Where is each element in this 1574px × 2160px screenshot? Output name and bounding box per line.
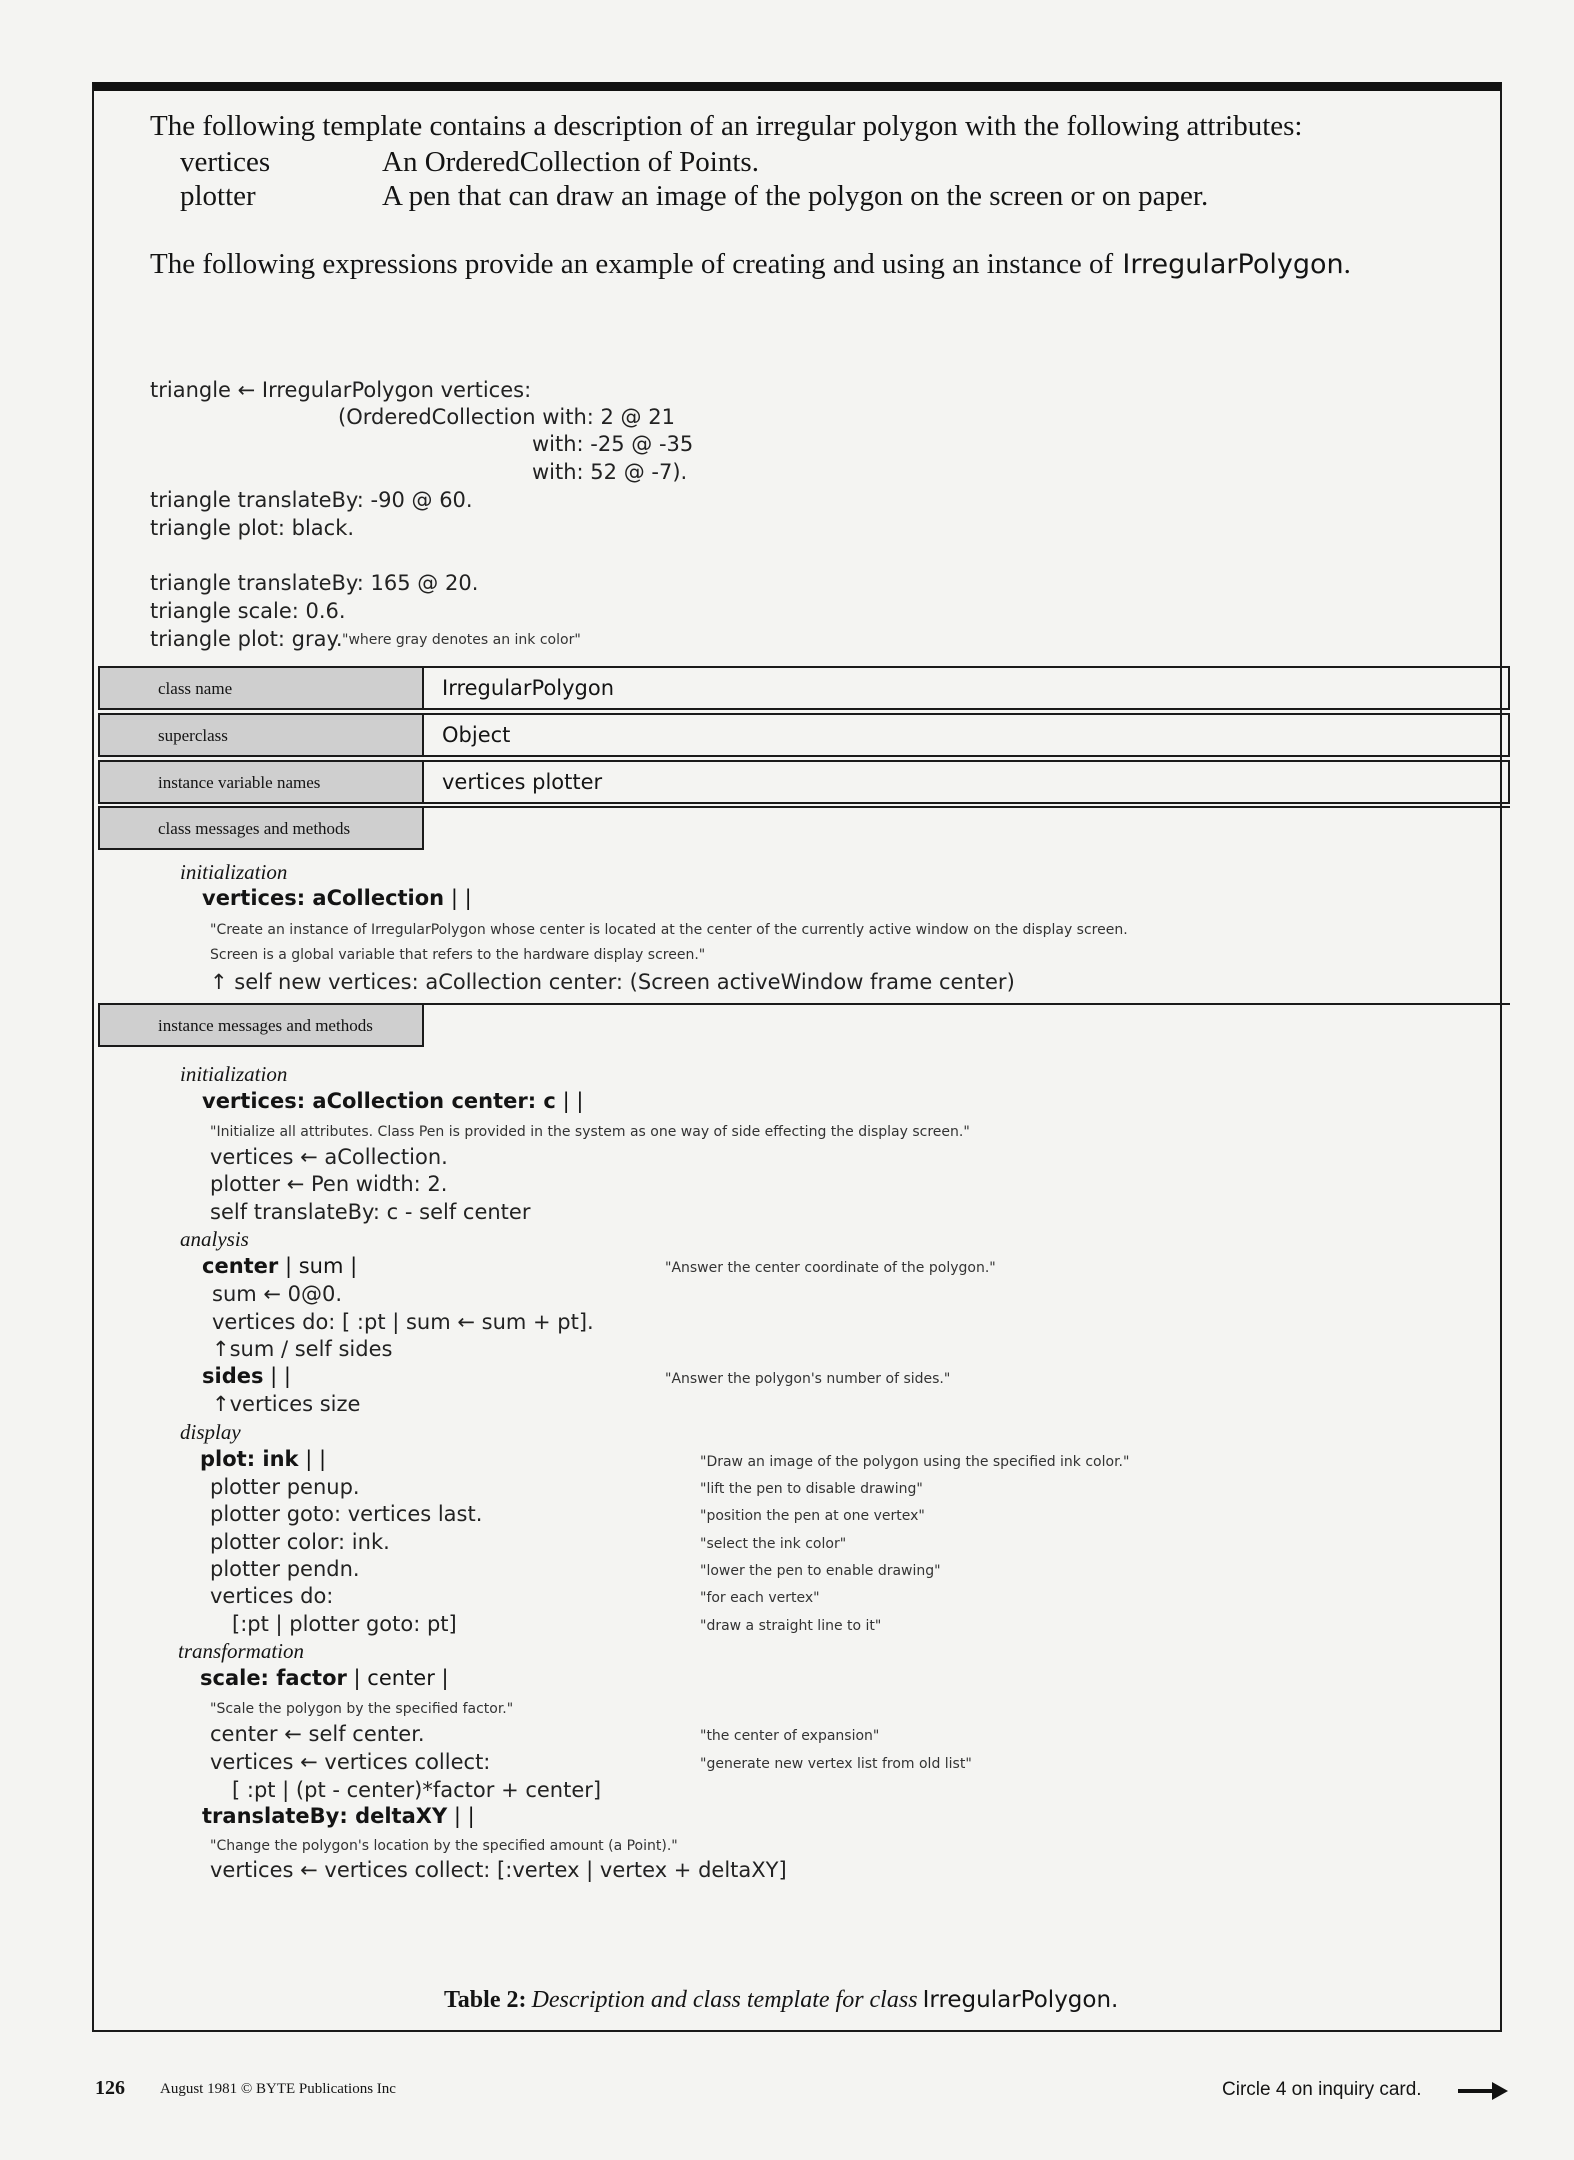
scale-line-2-comment: "generate new vertex list from old list"	[700, 1756, 972, 1772]
class-method-comment-2: Screen is a global variable that refers to the hardware display screen."	[210, 947, 706, 963]
plot-line-1-comment: "lift the pen to disable drawing"	[700, 1481, 923, 1497]
example-line-1: triangle ← IrregularPolygon vertices:	[150, 378, 532, 402]
class-method-comment-1: "Create an instance of IrregularPolygon whose center is located at the center of the currently active window on the display screen.	[210, 922, 1128, 938]
class-messages-label: class messages and methods	[98, 806, 424, 850]
center-body-line-2: vertices do: [ :pt | sum ← sum + pt].	[212, 1310, 594, 1334]
scale-method-header	[200, 1666, 449, 1690]
init-body-line-2: plotter ← Pen width: 2.	[210, 1172, 448, 1196]
center-method-temps: | sum |	[278, 1254, 358, 1278]
intro-line-2	[150, 246, 1351, 281]
class-method-header	[202, 886, 472, 910]
intro-line-2-text: The following expressions provide an example of creating and using an instance of	[150, 248, 1114, 280]
init-method-temps: | |	[555, 1089, 584, 1113]
class-category-initialization: initialization	[180, 860, 288, 884]
instance-category-transformation: transformation	[178, 1639, 305, 1663]
center-body-line-3: ↑sum / self sides	[212, 1337, 393, 1361]
center-body-line-1: sum ← 0@0.	[212, 1282, 343, 1306]
issue-line: August 1981 © BYTE Publications Inc	[160, 2081, 396, 2097]
plot-line-5-code: vertices do:	[210, 1584, 334, 1608]
arrow-right-icon	[1458, 2080, 1508, 2106]
example-line-4: with: 52 @ -7).	[532, 460, 688, 484]
init-method-header	[202, 1089, 583, 1113]
plot-line-4-comment: "lower the pen to enable drawing"	[700, 1563, 941, 1579]
class-name-value: IrregularPolygon	[422, 666, 1510, 710]
attr-name-plotter: plotter	[180, 180, 256, 212]
instance-category-initialization: initialization	[180, 1062, 288, 1086]
scale-line-1-comment: "the center of expansion"	[700, 1728, 880, 1744]
table-caption	[444, 1987, 1118, 2014]
plot-method-header	[200, 1447, 326, 1471]
plot-method-comment: "Draw an image of the polygon using the specified ink color."	[700, 1454, 1130, 1470]
intro-line-2-end: .	[1343, 248, 1351, 280]
translate-method-selector: translateBy: deltaXY	[202, 1804, 448, 1828]
plot-line-6-comment: "draw a straight line to it"	[700, 1618, 882, 1634]
superclass-value: Object	[422, 713, 1510, 757]
example-line-7: triangle translateBy: 165 @ 20.	[150, 571, 479, 595]
attr-desc-plotter: A pen that can draw an image of the polygon on the screen or on paper.	[382, 180, 1209, 212]
center-method-selector: center	[202, 1254, 279, 1278]
scale-method-temps: | center |	[346, 1666, 449, 1690]
example-line-8: triangle scale: 0.6.	[150, 599, 346, 623]
init-body-line-1: vertices ← aCollection.	[210, 1145, 448, 1169]
plot-method-temps: | |	[298, 1447, 327, 1471]
scale-line-2-code: vertices ← vertices collect:	[210, 1750, 491, 1774]
caption-text: Description and class template for class	[531, 1987, 918, 2013]
instance-category-display: display	[180, 1420, 241, 1444]
example-line-5: triangle translateBy: -90 @ 60.	[150, 488, 473, 512]
page-number: 126	[95, 2077, 125, 2099]
plot-line-3-code: plotter color: ink.	[210, 1530, 390, 1554]
plot-line-3-comment: "select the ink color"	[700, 1536, 847, 1552]
example-line-2: (OrderedCollection with: 2 @ 21	[338, 405, 675, 429]
center-method-header	[202, 1254, 357, 1278]
plot-line-1-code: plotter penup.	[210, 1475, 360, 1499]
instance-category-analysis: analysis	[180, 1227, 249, 1251]
translate-method-temps: | |	[447, 1804, 475, 1828]
example-line-9: triangle plot: gray.	[150, 627, 343, 651]
sides-method-header	[202, 1364, 291, 1388]
caption-label: Table 2:	[444, 1987, 527, 2013]
plot-line-6-code: [:pt | plotter goto: pt]	[232, 1612, 457, 1636]
ivars-label: instance variable names	[98, 760, 424, 804]
ivars-value: vertices plotter	[422, 760, 1510, 804]
sides-method-comment: "Answer the polygon's number of sides."	[665, 1371, 951, 1387]
sides-method-selector: sides	[202, 1364, 264, 1388]
class-method-body: ↑ self new vertices: aCollection center: (Screen activeWindow frame center)	[210, 970, 1015, 994]
class-method-temps: | |	[444, 886, 472, 910]
class-method-selector: vertices: aCollection	[202, 886, 445, 910]
example-comment: "where gray denotes an ink color"	[342, 632, 581, 648]
init-method-selector: vertices: aCollection center: c	[202, 1089, 556, 1113]
translate-body: vertices ← vertices collect: [:vertex | vertex + deltaXY]	[210, 1858, 787, 1882]
scale-method-selector: scale: factor	[200, 1666, 347, 1690]
plot-line-2-code: plotter goto: vertices last.	[210, 1502, 483, 1526]
plot-line-4-code: plotter pendn.	[210, 1557, 360, 1581]
plot-line-5-comment: "for each vertex"	[700, 1590, 820, 1606]
inquiry-card-text: Circle 4 on inquiry card.	[1222, 2079, 1422, 2100]
intro-line-2-class: IrregularPolygon	[1122, 249, 1344, 280]
center-method-comment: "Answer the center coordinate of the polygon."	[665, 1260, 996, 1276]
caption-class: IrregularPolygon.	[922, 1987, 1119, 2013]
scale-method-comment: "Scale the polygon by the specified factor."	[210, 1701, 514, 1717]
init-body-line-3: self translateBy: c - self center	[210, 1200, 531, 1224]
intro-line-1: The following template contains a description of an irregular polygon with the following attributes:	[150, 110, 1303, 142]
sides-body: ↑vertices size	[212, 1392, 361, 1416]
class-name-label: class name	[98, 666, 424, 710]
scale-line-3-code: [ :pt | (pt - center)*factor + center]	[232, 1778, 602, 1802]
superclass-label: superclass	[98, 713, 424, 757]
instance-messages-label: instance messages and methods	[98, 1003, 424, 1047]
scale-line-1-code: center ← self center.	[210, 1722, 425, 1746]
sides-method-temps: | |	[263, 1364, 291, 1388]
attr-desc-vertices: An OrderedCollection of Points.	[382, 146, 759, 178]
translate-method-header	[202, 1804, 475, 1828]
example-line-3: with: -25 @ -35	[532, 432, 694, 456]
translate-method-comment: "Change the polygon's location by the specified amount (a Point)."	[210, 1838, 678, 1854]
example-line-6: triangle plot: black.	[150, 516, 355, 540]
plot-method-selector: plot: ink	[200, 1447, 299, 1471]
init-method-comment: "Initialize all attributes. Class Pen is provided in the system as one way of side effecting the display screen."	[210, 1124, 970, 1140]
plot-line-2-comment: "position the pen at one vertex"	[700, 1508, 925, 1524]
attr-name-vertices: vertices	[180, 146, 271, 178]
